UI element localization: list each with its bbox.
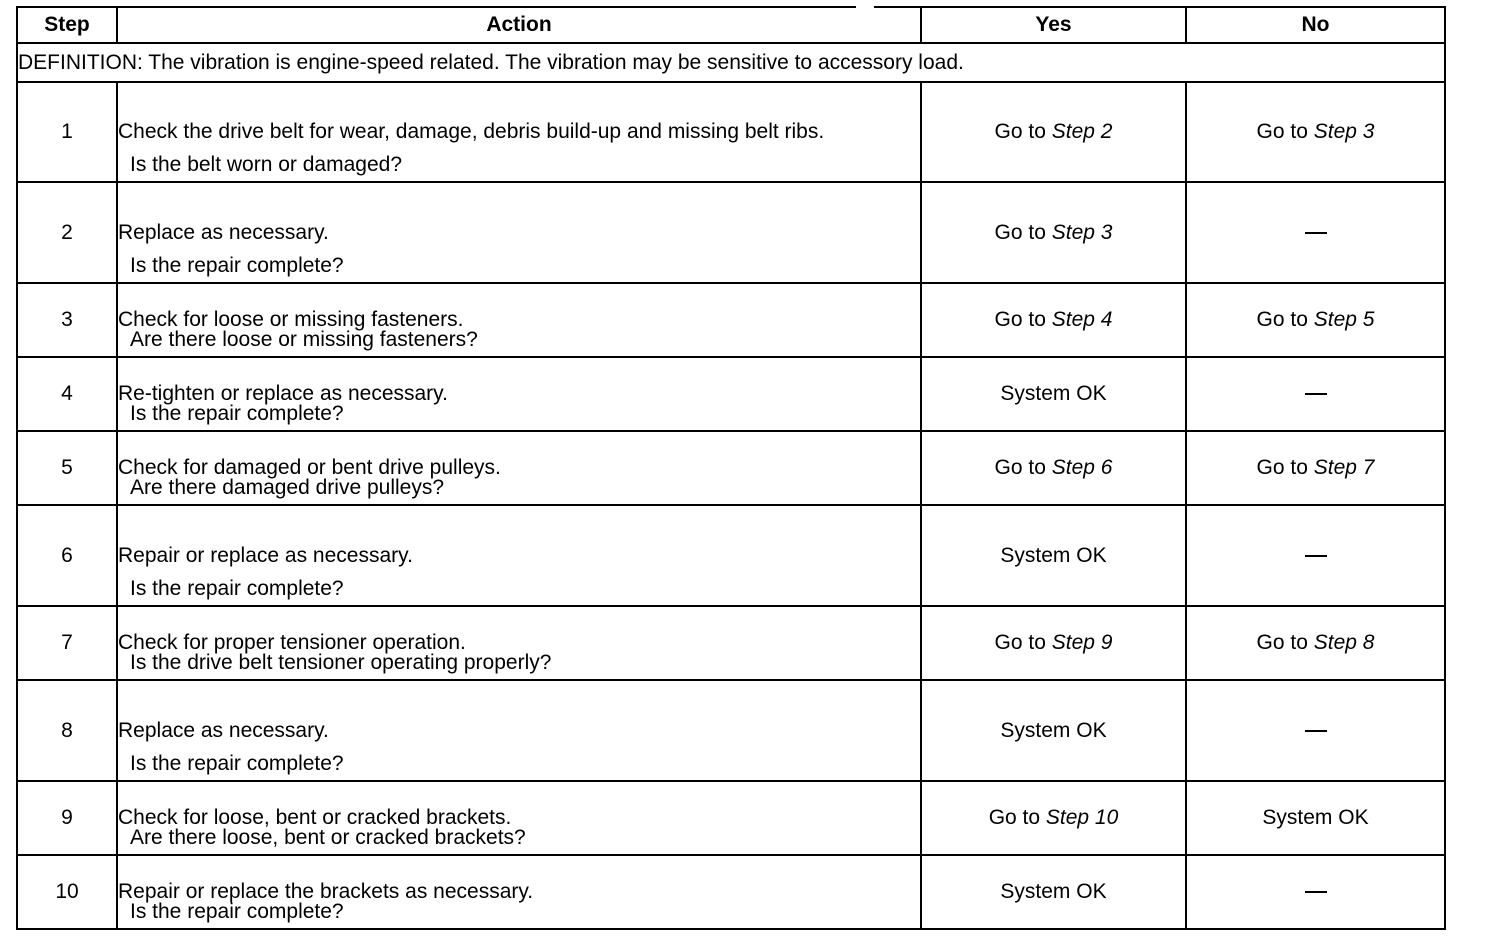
step-number: 6: [17, 505, 117, 606]
step-number: 10: [17, 855, 117, 929]
action-instruction: Repair or replace as necessary.: [118, 543, 413, 567]
action-instruction: Repair or replace the brackets as necessary.: [118, 880, 534, 903]
action-cell: [117, 606, 921, 680]
yes-go-to-label: Go to: [988, 806, 1046, 829]
step-number: 8: [17, 680, 117, 781]
no-go-to-label: Go to: [1256, 308, 1314, 331]
yes-result: System OK: [1000, 382, 1107, 405]
yes-cell: [921, 357, 1186, 431]
yes-cell: [921, 855, 1186, 929]
action-cell: [117, 82, 921, 182]
no-cell: [1186, 855, 1445, 929]
yes-cell: [921, 680, 1186, 781]
header-no: No: [1186, 7, 1445, 43]
action-instruction: Re-tighten or replace as necessary.: [118, 382, 448, 405]
definition-text: DEFINITION: The vibration is engine-speed related. The vibration may be sensitive to accessory load.: [17, 43, 1445, 82]
step-number: 9: [17, 781, 117, 855]
no-dash: [1305, 555, 1327, 557]
action-question: Is the repair complete?: [130, 577, 344, 600]
diagnostic-table: [16, 6, 1446, 930]
action-cell: [117, 781, 921, 855]
action-question: Are there damaged drive pulleys?: [130, 476, 445, 499]
yes-go-to-label: Go to: [994, 308, 1052, 331]
action-question: Is the repair complete?: [130, 752, 344, 775]
action-question: Is the repair complete?: [130, 254, 344, 277]
step-number: 4: [17, 357, 117, 431]
yes-go-to-label: Go to: [994, 220, 1052, 244]
action-instruction: Check for damaged or bent drive pulleys.: [118, 456, 501, 479]
action-cell: [117, 680, 921, 781]
action-question: Is the repair complete?: [130, 402, 344, 425]
step-number: 7: [17, 606, 117, 680]
yes-step-reference: Step 3: [1051, 220, 1113, 244]
no-go-to-label: Go to: [1256, 631, 1314, 654]
action-question: Is the repair complete?: [130, 900, 344, 923]
action-question: Are there loose, bent or cracked brackets?: [130, 826, 526, 849]
action-cell: [117, 283, 921, 357]
table-row: [17, 431, 1445, 505]
no-dash: [1305, 393, 1327, 395]
action-instruction: Check for loose, bent or cracked brackets.: [118, 806, 512, 829]
definition-row: [17, 43, 1445, 82]
yes-cell: [921, 505, 1186, 606]
no-step-reference: Step 7: [1313, 456, 1375, 479]
header-yes: Yes: [921, 7, 1186, 43]
yes-step-reference: Step 9: [1051, 631, 1113, 654]
no-cell: [1186, 182, 1445, 283]
yes-go-to-label: Go to: [994, 456, 1052, 479]
action-cell: [117, 182, 921, 283]
header-action: Action: [117, 7, 921, 43]
yes-cell: [921, 82, 1186, 182]
action-instruction: Check for loose or missing fasteners.: [118, 308, 464, 331]
yes-step-reference: Step 10: [1045, 806, 1119, 829]
no-cell: [1186, 357, 1445, 431]
no-cell: [1186, 606, 1445, 680]
yes-step-reference: Step 4: [1051, 308, 1113, 331]
yes-result: System OK: [1000, 718, 1107, 742]
table-row: [17, 855, 1445, 929]
no-cell: [1186, 680, 1445, 781]
no-cell: [1186, 505, 1445, 606]
step-number: 3: [17, 283, 117, 357]
yes-cell: [921, 431, 1186, 505]
yes-step-reference: Step 2: [1051, 120, 1113, 143]
table-row: [17, 283, 1445, 357]
step-number: 2: [17, 182, 117, 283]
no-go-to-label: Go to: [1256, 120, 1314, 143]
yes-step-reference: Step 6: [1051, 456, 1113, 479]
no-step-reference: Step 8: [1313, 631, 1375, 654]
header-row: [17, 7, 1445, 43]
no-result: System OK: [1262, 806, 1369, 829]
action-question: Is the belt worn or damaged?: [130, 153, 402, 176]
table-row: [17, 82, 1445, 182]
table-row: [17, 606, 1445, 680]
no-step-reference: Step 3: [1313, 120, 1375, 143]
action-instruction: Replace as necessary.: [118, 220, 329, 244]
yes-cell: [921, 283, 1186, 357]
yes-cell: [921, 606, 1186, 680]
action-cell: [117, 431, 921, 505]
yes-cell: [921, 781, 1186, 855]
header-border-gap: [856, 4, 874, 8]
action-instruction: Replace as necessary.: [118, 718, 329, 742]
no-cell: [1186, 283, 1445, 357]
action-cell: [117, 357, 921, 431]
table-row: [17, 680, 1445, 781]
no-dash: [1305, 232, 1327, 234]
step-number: 1: [17, 82, 117, 182]
table-row: [17, 781, 1445, 855]
yes-cell: [921, 182, 1186, 283]
header-step: Step: [17, 7, 117, 43]
step-number: 5: [17, 431, 117, 505]
yes-go-to-label: Go to: [994, 631, 1052, 654]
no-cell: [1186, 781, 1445, 855]
no-dash: [1305, 730, 1327, 732]
action-cell: [117, 505, 921, 606]
table-row: [17, 182, 1445, 283]
no-cell: [1186, 82, 1445, 182]
no-dash: [1305, 891, 1327, 893]
action-instruction: Check the drive belt for wear, damage, debris build-up and missing belt ribs.: [118, 120, 825, 143]
no-step-reference: Step 5: [1313, 308, 1375, 331]
yes-result: System OK: [1000, 543, 1107, 567]
action-question: Are there loose or missing fasteners?: [130, 328, 478, 351]
action-instruction: Check for proper tensioner operation.: [118, 631, 466, 654]
table-row: [17, 357, 1445, 431]
action-cell: [117, 855, 921, 929]
table-row: [17, 505, 1445, 606]
no-cell: [1186, 431, 1445, 505]
yes-result: System OK: [1000, 880, 1107, 903]
yes-go-to-label: Go to: [994, 120, 1052, 143]
action-question: Is the drive belt tensioner operating properly?: [130, 651, 552, 674]
no-go-to-label: Go to: [1256, 456, 1314, 479]
